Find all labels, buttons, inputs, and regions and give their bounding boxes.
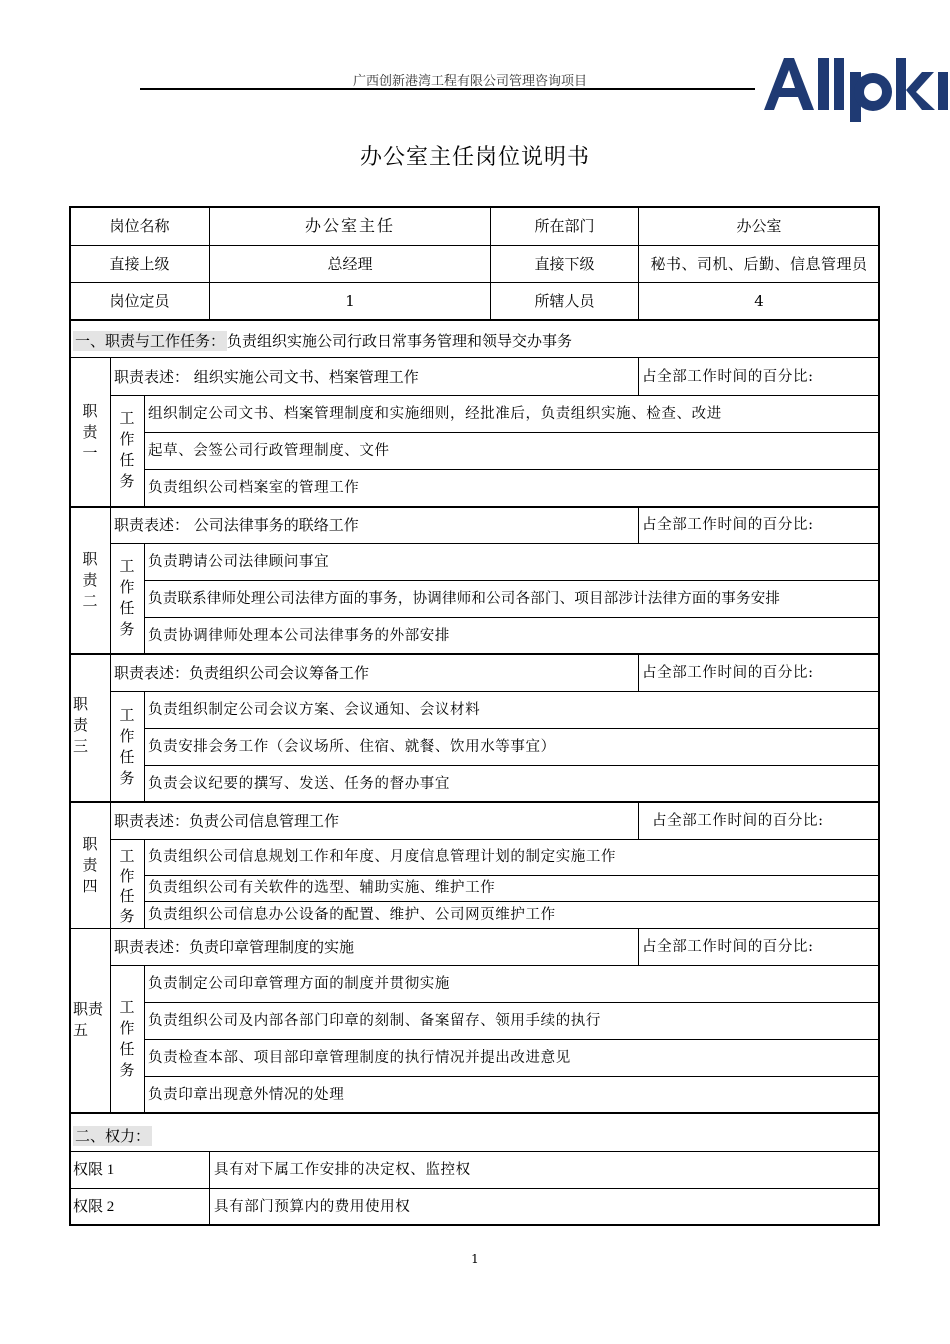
col-divider bbox=[144, 839, 145, 928]
row-divider bbox=[70, 357, 880, 358]
company-logo bbox=[760, 52, 950, 124]
position-name-value: 办公室主任 bbox=[304, 216, 395, 235]
row-divider bbox=[70, 801, 880, 803]
duty-2-description: 职责表述： 公司法律事务的联络工作 bbox=[114, 516, 359, 534]
duty-1-task-label: 工 作 任 务 bbox=[119, 409, 135, 490]
duty-1-task-2: 起草、会签公司行政管理制度、文件 bbox=[148, 443, 390, 459]
col-divider bbox=[144, 543, 145, 654]
duty-3-task-3: 负责会议纪要的撰写、发送、任务的督办事宜 bbox=[148, 776, 450, 792]
row-divider bbox=[145, 1076, 880, 1077]
superior-value: 总经理 bbox=[327, 255, 373, 273]
section-1-label: 一、职责与工作任务： bbox=[75, 332, 226, 350]
col-divider bbox=[638, 507, 639, 544]
headcount-value: 1 bbox=[345, 292, 355, 310]
col-divider bbox=[638, 802, 639, 839]
duty-4-name: 职 责 四 bbox=[82, 835, 98, 895]
authority-1-label: 权限 1 bbox=[73, 1162, 115, 1178]
duty-5-task-label: 工 作 任 务 bbox=[119, 998, 135, 1079]
duty-2-task-2: 负责联系律师处理公司法律方面的事务，协调律师和公司各部门、项目部涉计法律方面的事务安排 bbox=[148, 591, 781, 607]
row-divider bbox=[145, 617, 880, 618]
superior-label: 直接上级 bbox=[109, 255, 170, 273]
row-divider bbox=[111, 839, 880, 840]
row-divider bbox=[70, 245, 880, 246]
col-divider bbox=[110, 654, 111, 802]
duty-1-name: 职 责 一 bbox=[82, 402, 98, 462]
duty-2-time-percent: 占全部工作时间的百分比: bbox=[642, 517, 814, 533]
row-divider bbox=[70, 282, 880, 283]
col-divider bbox=[144, 691, 145, 802]
section-2-heading bbox=[73, 1125, 152, 1146]
row-divider bbox=[70, 1188, 880, 1189]
row-divider bbox=[70, 928, 880, 929]
row-divider bbox=[70, 1112, 880, 1114]
col-divider bbox=[638, 928, 639, 965]
duty-5-task-3: 负责检查本部、项目部印章管理制度的执行情况并提出改进意见 bbox=[148, 1050, 571, 1066]
row-divider bbox=[70, 506, 880, 508]
duty-1-description: 职责表述： 组织实施公司文书、档案管理工作 bbox=[114, 368, 419, 386]
col-divider bbox=[638, 654, 639, 691]
duty-5-time-percent: 占全部工作时间的百分比: bbox=[642, 939, 814, 955]
header-company-project: 广西创新港湾工程有限公司管理咨询项目 bbox=[352, 74, 587, 89]
section-2-label: 二、权力： bbox=[75, 1127, 151, 1145]
row-divider bbox=[145, 901, 880, 902]
col-divider bbox=[209, 1151, 210, 1225]
duty-4-time-percent: 占全部工作时间的百分比: bbox=[652, 813, 824, 829]
duty-4-description: 职责表述：负责公司信息管理工作 bbox=[114, 812, 340, 830]
duty-5-task-4: 负责印章出现意外情况的处理 bbox=[148, 1087, 345, 1103]
duty-5-name: 职责 五 bbox=[73, 1000, 104, 1039]
authority-2-text: 具有部门预算内的费用使用权 bbox=[214, 1199, 411, 1215]
row-divider bbox=[70, 319, 880, 321]
row-divider bbox=[145, 432, 880, 433]
department-label: 所在部门 bbox=[534, 217, 595, 235]
duty-5-task-1: 负责制定公司印章管理方面的制度并贯彻实施 bbox=[148, 976, 450, 992]
duty-3-task-2: 负责安排会务工作（会议场所、住宿、就餐、饮用水等事宜） bbox=[148, 739, 556, 755]
header-rule bbox=[140, 88, 755, 90]
col-divider bbox=[110, 507, 111, 654]
department-value: 办公室 bbox=[736, 217, 782, 235]
duty-2-task-1: 负责聘请公司法律顾问事宜 bbox=[148, 554, 330, 570]
duty-5-description: 职责表述：负责印章管理制度的实施 bbox=[114, 938, 355, 956]
duty-2-task-3: 负责协调律师处理本公司法律事务的外部安排 bbox=[148, 628, 450, 644]
row-divider bbox=[145, 469, 880, 470]
duty-3-task-label: 工 作 任 务 bbox=[119, 706, 135, 787]
page-number: 1 bbox=[471, 1252, 479, 1266]
col-divider bbox=[110, 802, 111, 928]
row-divider bbox=[145, 875, 880, 876]
col-divider bbox=[110, 928, 111, 1113]
duty-3-description: 职责表述：负责组织公司会议筹备工作 bbox=[114, 664, 370, 682]
row-divider bbox=[70, 1151, 880, 1152]
col-divider bbox=[638, 357, 639, 395]
duty-4-task-label: 工 作 任 务 bbox=[119, 847, 135, 925]
section-1-summary: 负责组织实施公司行政日常事务管理和领导交办事务 bbox=[227, 332, 573, 350]
row-divider bbox=[111, 691, 880, 692]
duty-2-task-label: 工 作 任 务 bbox=[119, 557, 135, 638]
subordinate-value: 秘书、司机、后勤、信息管理员 bbox=[650, 255, 868, 273]
managed-staff-label: 所辖人员 bbox=[534, 292, 595, 310]
row-divider bbox=[145, 765, 880, 766]
row-divider bbox=[111, 543, 880, 544]
duty-1-task-1: 组织制定公司文书、档案管理制度和实施细则，经批准后，负责组织实施、检查、改进 bbox=[148, 406, 722, 422]
row-divider bbox=[145, 1039, 880, 1040]
duty-1-task-3: 负责组织公司档案室的管理工作 bbox=[148, 480, 360, 496]
authority-1-text: 具有对下属工作安排的决定权、监控权 bbox=[214, 1162, 471, 1178]
subordinate-label: 直接下级 bbox=[534, 255, 595, 273]
headcount-label: 岗位定员 bbox=[109, 292, 170, 310]
duty-4-task-2: 负责组织公司有关软件的选型、辅助实施、维护工作 bbox=[148, 880, 496, 896]
duty-4-task-3: 负责组织公司信息办公设备的配置、维护、公司网页维护工作 bbox=[148, 907, 556, 923]
position-name-label: 岗位名称 bbox=[109, 217, 170, 235]
document-title: 办公室主任岗位说明书 bbox=[359, 145, 590, 170]
authority-2-label: 权限 2 bbox=[73, 1199, 115, 1215]
duty-1-time-percent: 占全部工作时间的百分比: bbox=[642, 369, 814, 385]
col-divider bbox=[144, 395, 145, 507]
row-divider bbox=[145, 1002, 880, 1003]
col-divider bbox=[110, 357, 111, 507]
row-divider bbox=[70, 653, 880, 655]
duty-4-task-1: 负责组织公司信息规划工作和年度、月度信息管理计划的制定实施工作 bbox=[148, 849, 617, 865]
duty-5-task-2: 负责组织公司及内部各部门印章的刻制、备案留存、领用手续的执行 bbox=[148, 1013, 601, 1029]
row-divider bbox=[145, 728, 880, 729]
row-divider bbox=[111, 965, 880, 966]
row-divider bbox=[111, 395, 880, 396]
managed-staff-value: 4 bbox=[754, 292, 764, 310]
section-1-heading bbox=[73, 330, 572, 351]
row-divider bbox=[145, 580, 880, 581]
duty-3-task-1: 负责组织制定公司会议方案、会议通知、会议材料 bbox=[148, 702, 481, 718]
duty-3-time-percent: 占全部工作时间的百分比: bbox=[642, 665, 814, 681]
duty-2-name: 职 责 二 bbox=[82, 550, 98, 610]
duty-3-name: 职 责 三 bbox=[73, 695, 89, 755]
